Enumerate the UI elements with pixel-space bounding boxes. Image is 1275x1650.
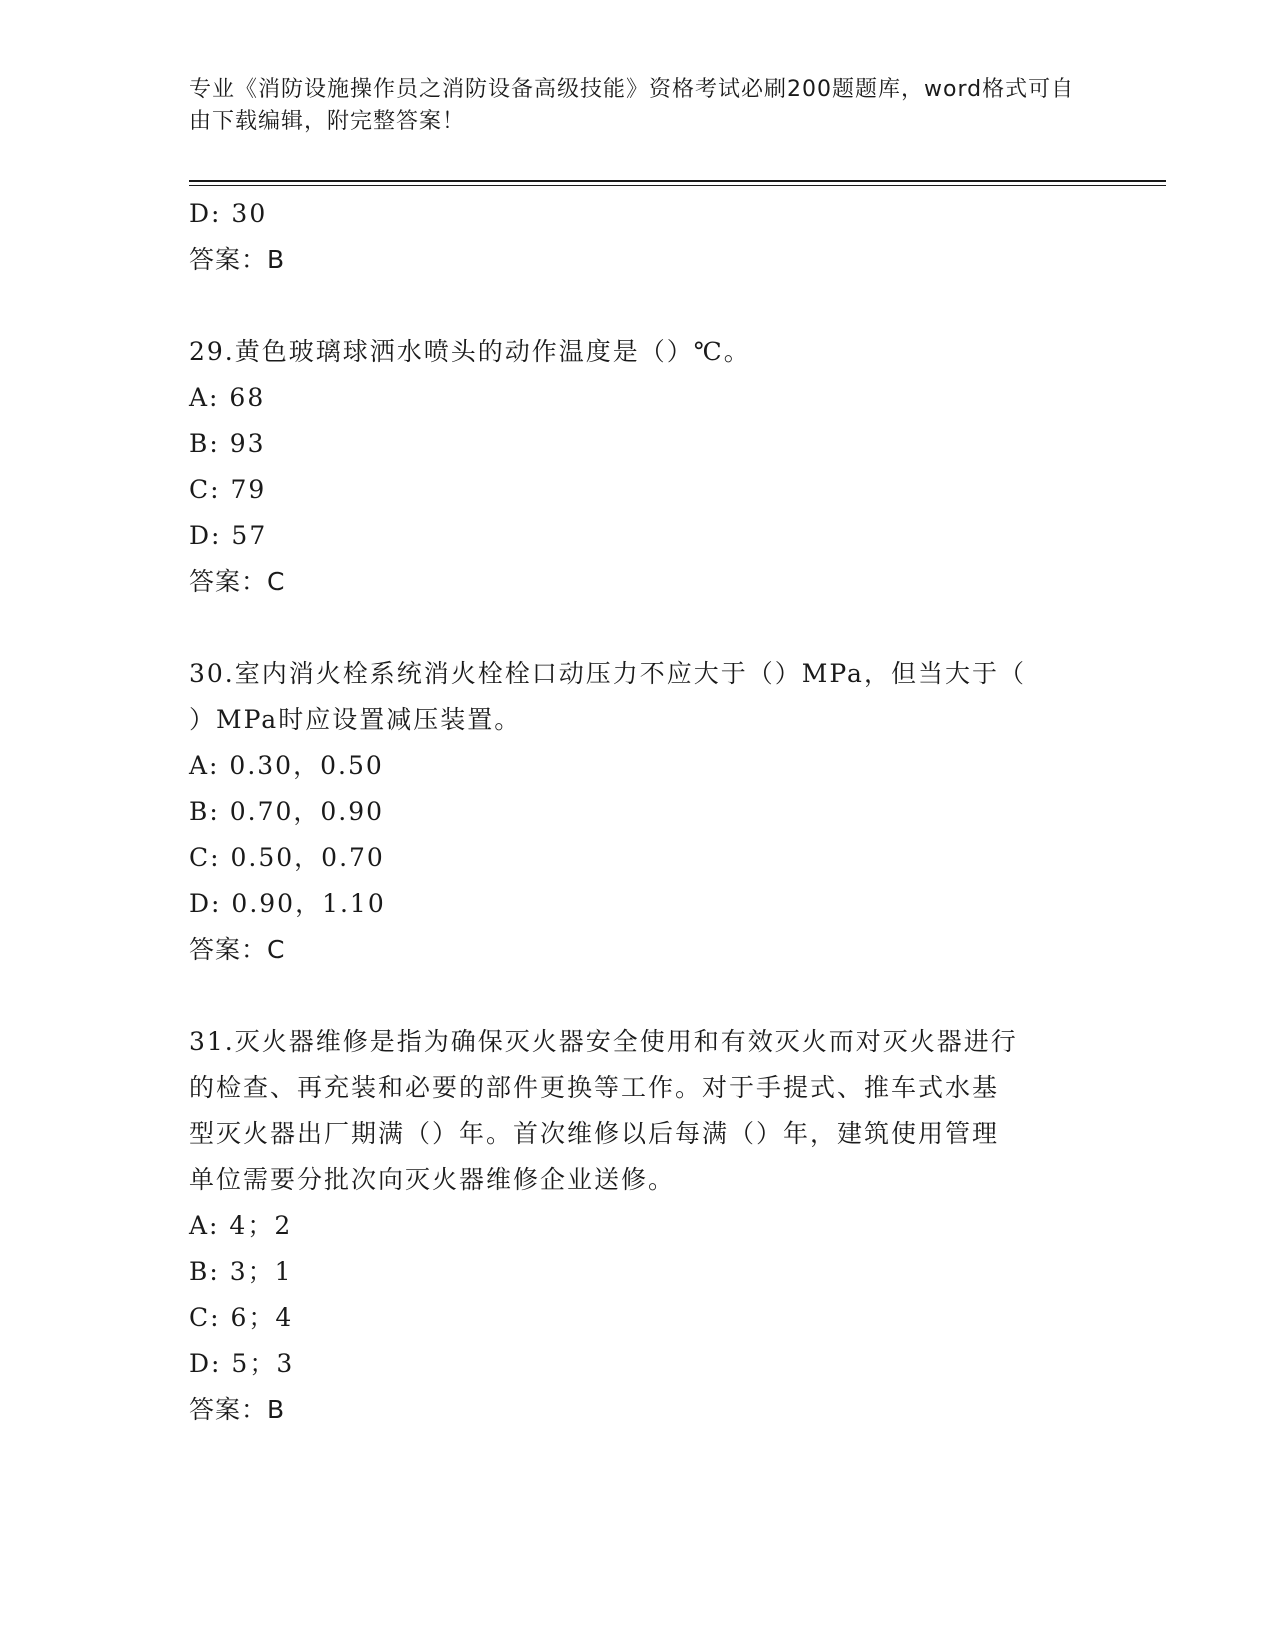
option-d: D: 57 [189, 521, 268, 550]
option-c: C: 6；4 [189, 1303, 294, 1332]
question-stem: 31.灭火器维修是指为确保灭火器安全使用和有效灭火而对灭火器进行 的检查、再充装和必要的部件更换等工作。对于手提式、推车式水基 型灭火器出厂期满（）年。首次维修以后每满（）年，建筑使用管理 单位需要分批次向灭火器维修企业送修。 [189, 1027, 1018, 1194]
option-b: B: 3；1 [189, 1257, 293, 1286]
answer-line: 答案：C [189, 935, 286, 964]
option-c: C: 79 [189, 475, 267, 504]
question-stem: 30.室内消火栓系统消火栓栓口动压力不应大于（）MPa，但当大于（ ）MPa时应设置减压装置。 [189, 659, 1026, 734]
answer-line: 答案：C [189, 567, 286, 596]
option-d: D: 0.90，1.10 [189, 889, 386, 918]
answer-line: 答案：B [189, 245, 286, 274]
answer-line: 答案：B [189, 1395, 286, 1424]
document-header: 专业《消防设施操作员之消防设备高级技能》资格考试必刷200题题库，word格式可自由下载编辑，附完整答案！ [189, 77, 1075, 134]
question-31 [189, 1019, 1089, 1433]
question-list [189, 191, 1089, 1433]
question-29 [189, 329, 1089, 605]
question-stem: 29.黄色玻璃球洒水喷头的动作温度是（）℃。 [189, 337, 751, 366]
previous-question-tail [189, 191, 1089, 283]
option-b: B: 93 [189, 429, 266, 458]
option-b: B: 0.70，0.90 [189, 797, 385, 826]
option-a: A: 4；2 [189, 1211, 293, 1240]
option-a: A: 0.30，0.50 [189, 751, 384, 780]
option-d: D: 30 [189, 199, 268, 228]
option-a: A: 68 [189, 383, 266, 412]
option-c: C: 0.50，0.70 [189, 843, 385, 872]
header-divider-thick [189, 180, 1166, 182]
header-divider-thin [189, 185, 1166, 186]
question-30 [189, 651, 1089, 973]
option-d: D: 5；3 [189, 1349, 295, 1378]
